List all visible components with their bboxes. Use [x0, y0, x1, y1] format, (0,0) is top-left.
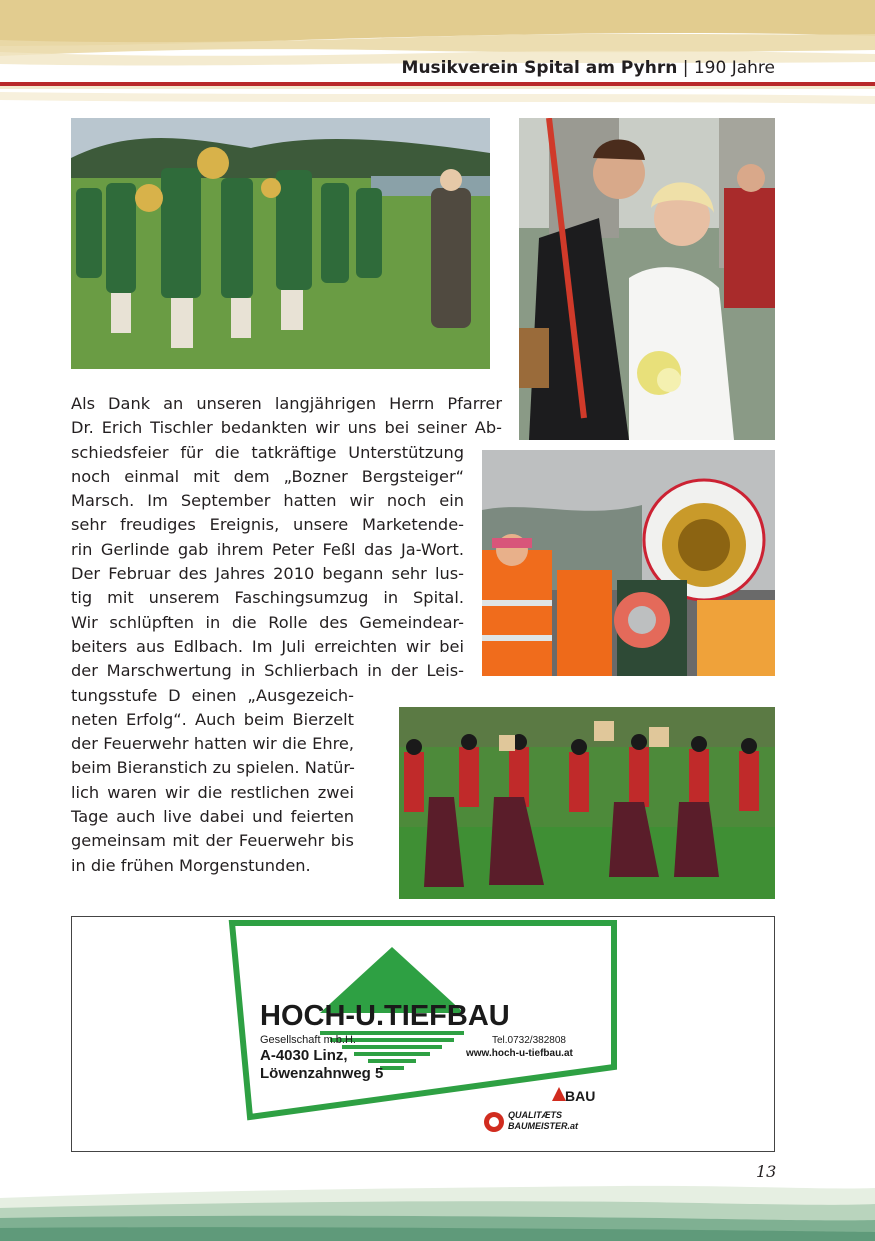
article-line: tig mit unserem Faschingsumzug in Spital.: [71, 588, 464, 608]
hoch-u-tiefbau-ad: [72, 917, 774, 1151]
article-text-block-1: [71, 392, 502, 441]
ad-company-name: HOCH-U.TIEFBAU: [260, 1000, 510, 1032]
article-line: gemeinsam mit der Feuerwehr bis: [71, 831, 354, 851]
article-text-block-2: [71, 441, 464, 684]
photo-carnival-parade: [482, 450, 775, 676]
photo-band-farewell: [71, 118, 490, 369]
header-title-regular: 190 Jahre: [693, 58, 775, 78]
photo-marching-band: [399, 707, 775, 899]
article-line: beim Bieranstich zu spielen. Natür-: [71, 758, 355, 778]
page-number: 13: [756, 1162, 777, 1181]
top-decorative-band: [0, 0, 875, 110]
article-line: noch einmal mit dem „Bozner Bergsteiger“: [71, 466, 464, 486]
article-line: der Feuerwehr hatten wir die Ehre,: [71, 734, 354, 754]
ad-street: Löwenzahnweg 5: [260, 1065, 384, 1082]
article-line: Dr. Erich Tischler bedankten wir uns bei seiner Ab-: [71, 418, 502, 438]
article-line: tungsstufe D einen „Ausgezeich-: [71, 685, 354, 705]
ad-phone: Tel.0732/382808: [492, 1035, 566, 1046]
header-title: [402, 58, 775, 78]
article-line: der Marschwertung in Schlierbach in der Leis-: [71, 661, 464, 681]
ad-quality-line1: QUALITÆTS: [508, 1110, 562, 1120]
article-line: in die frühen Morgenstunden.: [71, 855, 311, 875]
article-line: lich waren wir die restlichen zwei: [71, 782, 354, 802]
article-text-block-3: [71, 684, 354, 878]
bottom-decorative-band: [0, 1180, 875, 1241]
article-line: schiedsfeier für die tatkräftige Unterstützung: [71, 442, 464, 462]
article-line: rin Gerlinde gab ihrem Peter Feßl das Ja-Wort.: [71, 539, 464, 559]
header-red-rule: [0, 82, 875, 86]
ad-quality-line2: BAUMEISTER.at: [508, 1121, 579, 1131]
article-line: sehr freudiges Ereignis, unsere Marketende-: [71, 515, 464, 535]
header-title-bold: Musikverein Spital am Pyhrn: [401, 58, 678, 78]
bau-logo-icon: [552, 1087, 566, 1101]
article-line: Als Dank an unseren langjährigen Herrn Pfarrer: [71, 394, 502, 413]
photo-wedding-couple: [519, 118, 775, 440]
advertisement-box: [71, 916, 775, 1152]
ad-website: www.hoch-u-tiefbau.at: [466, 1048, 573, 1059]
article-line: beiters aus Edlbach. Im Juli erreichten wir bei: [71, 636, 464, 656]
article-line: Tage auch live dabei und feierten: [71, 807, 354, 827]
ad-legal-form: Gesellschaft m.b.H.: [260, 1034, 356, 1046]
ad-bau-logo: BAU: [565, 1088, 596, 1104]
article-line: Der Februar des Jahres 2010 begann sehr lus-: [71, 564, 464, 584]
header-separator: |: [682, 58, 689, 78]
ad-city: A-4030 Linz,: [260, 1047, 348, 1064]
article-line: Wir schlüpften in die Rolle des Gemeindear-: [71, 612, 464, 632]
article-line: Marsch. Im September hatten wir noch ein: [71, 491, 464, 511]
article-line: neten Erfolg“. Auch beim Bierzelt: [71, 709, 354, 729]
